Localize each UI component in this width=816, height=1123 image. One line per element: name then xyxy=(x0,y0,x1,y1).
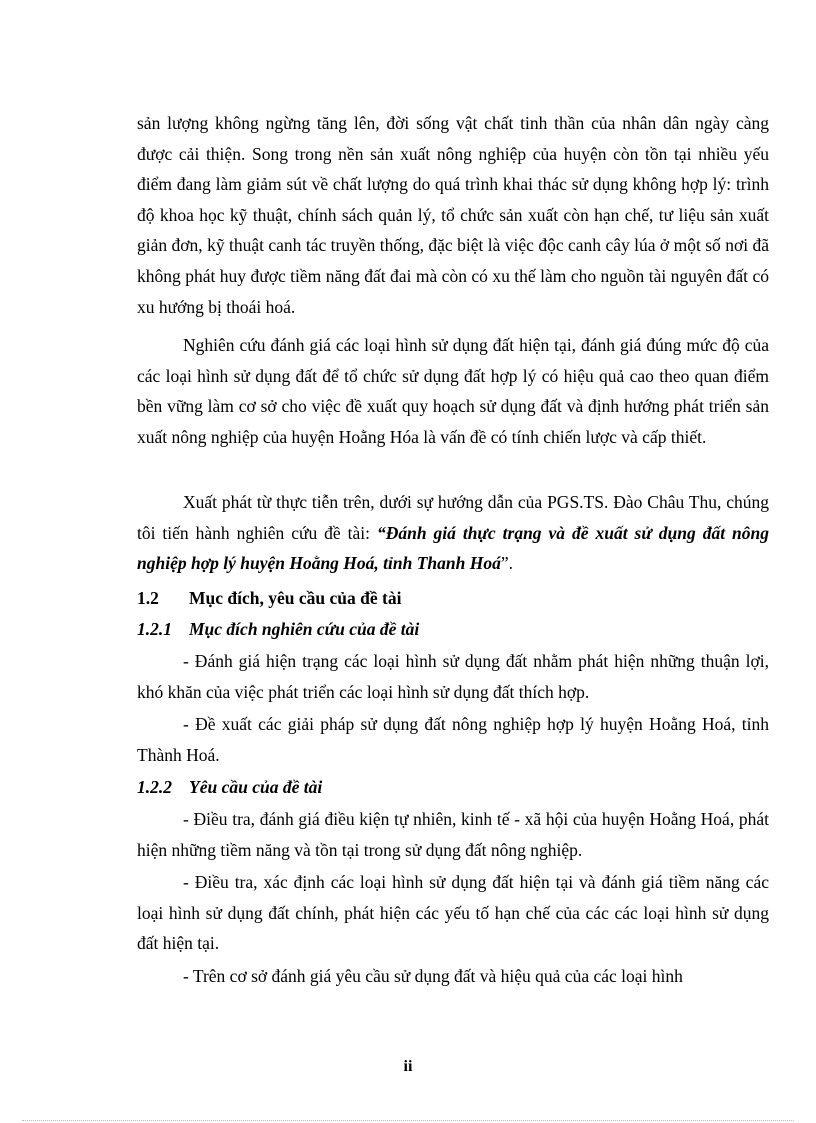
section-heading-1-2-1 xyxy=(137,614,419,644)
section-number: 1.2 xyxy=(137,588,159,608)
page-edge-divider xyxy=(22,1120,794,1121)
topic-intro-text: Xuất phát từ thực tiễn trên, dưới sự hướng dẫn của PGS.TS. Đào Châu Thu, chúng tôi tiến hành nghiên cứu đề tài: xyxy=(137,492,769,543)
topic-end-quote: ”. xyxy=(500,553,514,574)
list-item-requirement-2: - Điều tra, xác định các loại hình sử dụng đất hiện tại và đánh giá tiềm năng các loại hình sử dụng đất chính, phát hiện các yếu tố hạn chế của các các loại hình sử dụng đất hiện tại. xyxy=(137,872,769,954)
section-heading-1-2 xyxy=(137,583,401,613)
topic-title: “Đánh giá thực trạng và đề xuất sử dụng đất nông nghiệp hợp lý huyện Hoằng Hoá, tỉnh Thanh Hoá xyxy=(137,522,769,574)
section-number: 1.2.1 xyxy=(137,619,172,639)
section-number: 1.2.2 xyxy=(137,777,172,797)
list-item-purpose-2: - Đề xuất các giải pháp sử dụng đất nông nghiệp hợp lý huyện Hoằng Hoá, tỉnh Thành Hoá. xyxy=(137,714,769,765)
paragraph-agriculture-context: sản lượng không ngừng tăng lên, đời sống vật chất tinh thần của nhân dân ngày càng được cải thiện. Song trong nền sản xuất nông nghiệp của huyện còn tồn tại nhiều yếu điểm đang làm giảm sút về chất lượng do quá trình khai thác sử dụng không hợp lý: trình độ khoa học kỹ thuật, chính sách quản lý, tổ chức sản xuất còn hạn chế, tư liệu sản xuất giản đơn, kỹ thuật canh tác truyền thống, đặc biệt là việc độc canh cây lúa ở một số nơi đã không phát huy được tiềm năng đất đai mà còn có xu thế làm cho nguồn tài nguyên đất có xu hướng bị thoái hoá. xyxy=(137,113,769,317)
paragraph-research-rationale: Nghiên cứu đánh giá các loại hình sử dụng đất hiện tại, đánh giá đúng mức độ của các loại hình sử dụng đất để tổ chức sử dụng đất hợp lý có hiệu quả cao theo quan điểm bền vững làm cơ sở cho việc đề xuất quy hoạch sử dụng đất và định hướng phát triển sản xuất nông nghiệp của huyện Hoằng Hóa là vấn đề có tính chiến lược và cấp thiết. xyxy=(137,335,769,447)
page-number: ii xyxy=(403,1058,413,1075)
section-title: Mục đích, yêu cầu của đề tài xyxy=(189,588,402,608)
list-item-purpose-1: - Đánh giá hiện trạng các loại hình sử dụng đất nhằm phát hiện những thuận lợi, khó khăn của việc phát triển các loại hình sử dụng đất thích hợp. xyxy=(137,651,769,702)
list-item-requirement-3: - Trên cơ sở đánh giá yêu cầu sử dụng đất và hiệu quả của các loại hình xyxy=(183,966,683,986)
section-title: Mục đích nghiên cứu của đề tài xyxy=(189,619,420,639)
section-heading-1-2-2 xyxy=(137,772,322,802)
section-title: Yêu cầu của đề tài xyxy=(189,777,323,797)
list-item-requirement-1: - Điều tra, đánh giá điều kiện tự nhiên, kinh tế - xã hội của huyện Hoằng Hoá, phát hiện những tiềm năng và tồn tại trong sử dụng đất nông nghiệp. xyxy=(137,809,769,860)
paragraph-research-topic xyxy=(137,487,769,579)
